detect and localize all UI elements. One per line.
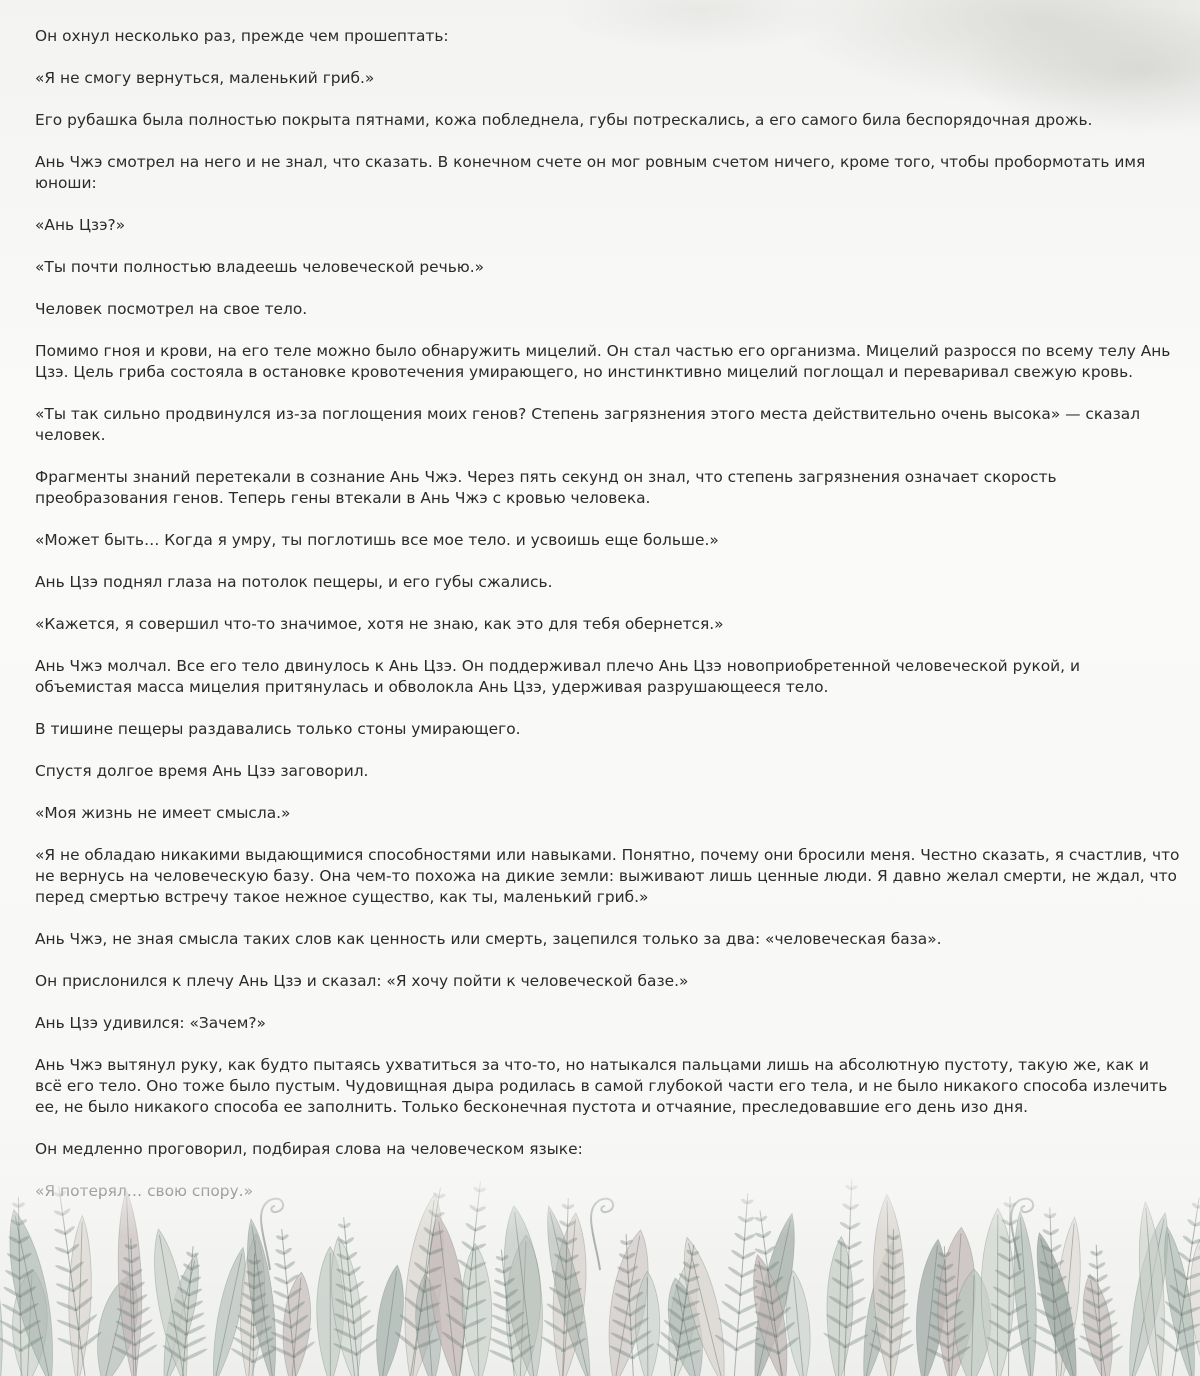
paragraph: Человек посмотрел на свое тело. — [35, 300, 308, 318]
paragraph: «Я не обладаю никакими выдающимися способностями или навыками. Понятно, почему они бросили меня. Честно сказать, я счастлив, что не вернусь на человеческую базу. Она чем-то похожа на дикие земли: выживают лишь ценные люди. Я давно желал смерти, не ждал, что перед смертью встречу такое нежное существо, как ты, маленький гриб.» — [35, 846, 1180, 906]
paragraph: Помимо гноя и крови, на его теле можно было обнаружить мицелий. Он стал частью его организма. Мицелий разросся по всему телу Ань Цзэ. Цель гриба состояла в остановке кровотечения умирающего, но инстинктивно мицелий поглощал и переваривал свежую кровь. — [35, 342, 1171, 381]
paragraph: «Я не смогу вернуться, маленький гриб.» — [35, 69, 375, 87]
paragraph: Ань Цзэ удивился: «Зачем?» — [35, 1014, 266, 1032]
paragraph: Фрагменты знаний перетекали в сознание Ань Чжэ. Через пять секунд он знал, что степень загрязнения означает скорость преобразования генов. Теперь гены втекали в Ань Чжэ с кровью человека. — [35, 468, 1057, 507]
paragraph: Он прислонился к плечу Ань Цзэ и сказал: «Я хочу пойти к человеческой базе.» — [35, 972, 689, 990]
paragraph: Ань Чжэ вытянул руку, как будто пытаясь ухватиться за что-то, но натыкался пальцами лишь на абсолютную пустоту, такую же, как и всё его тело. Оно тоже было пустым. Чудовищная дыра родилась в самой глубокой части его тела, и не было никакого способа излечить ее, не было никакого способа ее заполнить. Только бесконечная пустота и отчаяние, преследовавшие его день изо дня. — [35, 1056, 1168, 1116]
paragraph: Он охнул несколько раз, прежде чем прошептать: — [35, 27, 449, 45]
paragraph: «Ань Цзэ?» — [35, 216, 126, 234]
paragraph: «Ты так сильно продвинулся из-за поглощения моих генов? Степень загрязнения этого места действительно очень высока» — сказал человек. — [35, 405, 1141, 444]
story-text — [35, 26, 1180, 1223]
fern-leaves-border-icon — [0, 1160, 1200, 1376]
paragraph: «Моя жизнь не имеет смысла.» — [35, 804, 291, 822]
paragraph: Он медленно проговорил, подбирая слова на человеческом языке: — [35, 1140, 583, 1158]
paragraph: «Ты почти полностью владеешь человеческой речью.» — [35, 258, 485, 276]
paragraph: «Кажется, я совершил что-то значимое, хотя не знаю, как это для тебя обернется.» — [35, 615, 724, 633]
paragraph: Ань Цзэ поднял глаза на потолок пещеры, и его губы сжались. — [35, 573, 553, 591]
paragraph: Ань Чжэ смотрел на него и не знал, что сказать. В конечном счете он мог ровным счетом ничего, кроме того, чтобы пробормотать имя юноши: — [35, 153, 1146, 192]
paragraph: Спустя долгое время Ань Цзэ заговорил. — [35, 762, 369, 780]
paragraph: В тишине пещеры раздавались только стоны умирающего. — [35, 720, 521, 738]
paragraph: «Может быть… Когда я умру, ты поглотишь все мое тело. и усвоишь еще больше.» — [35, 531, 719, 549]
paragraph: Его рубашка была полностью покрыта пятнами, кожа побледнела, губы потрескались, а его самого била беспорядочная дрожь. — [35, 111, 1093, 129]
paragraph: Ань Чжэ, не зная смысла таких слов как ценность или смерть, зацепился только за два: «человеческая база». — [35, 930, 942, 948]
paragraph: Ань Чжэ молчал. Все его тело двинулось к Ань Цзэ. Он поддерживал плечо Ань Цзэ новоприобретенной человеческой рукой, и объемистая масса мицелия притянулась и обволокла Ань Цзэ, удерживая разрушающееся тело. — [35, 657, 1080, 696]
